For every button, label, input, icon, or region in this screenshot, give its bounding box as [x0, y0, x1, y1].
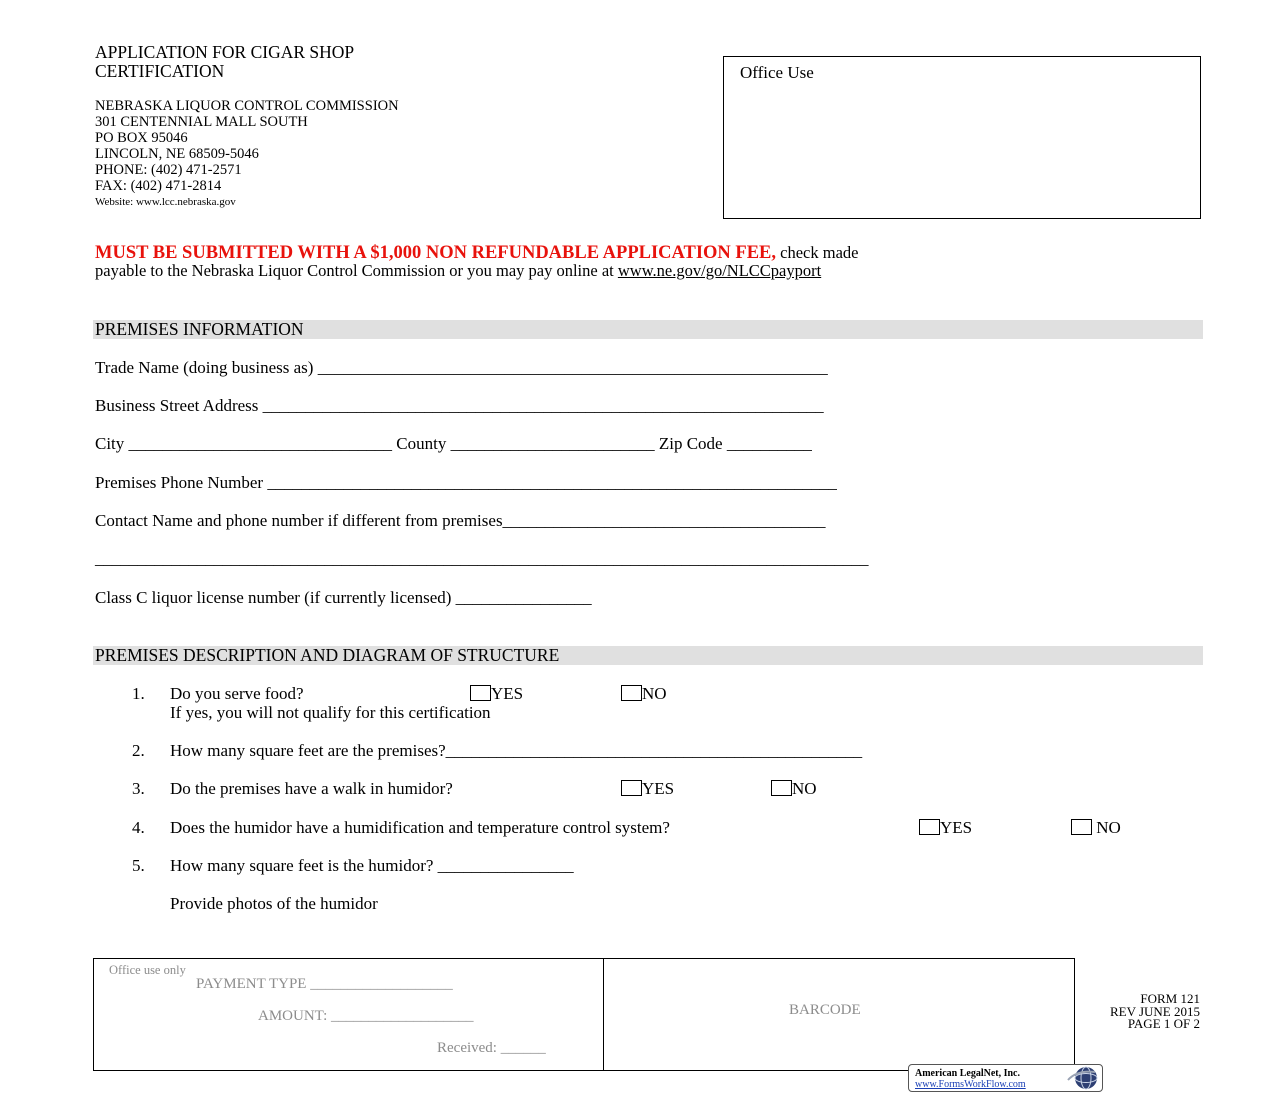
agency-phone: PHONE: (402) 471-2571: [95, 162, 242, 178]
q3-number: 3.: [132, 779, 145, 798]
footer-divider: [603, 958, 604, 1071]
city-county-zip-field[interactable]: City _______________________________ County ________________________ Zip Code __________: [95, 434, 812, 453]
agency-address: [95, 98, 399, 210]
form-title: [95, 43, 354, 81]
q5-number: 5.: [132, 856, 145, 875]
fee-notice-text2: payable to the Nebraska Liquor Control Commission or you may pay online at: [95, 261, 618, 280]
office-use-label: Office Use: [740, 63, 814, 82]
office-use-only-label: Office use only: [109, 963, 186, 977]
q3-yes-checkbox[interactable]: [621, 780, 642, 796]
fee-notice-text1: check made: [776, 243, 859, 262]
q4-yes-option[interactable]: [919, 818, 972, 838]
office-use-footer-box: [93, 958, 1075, 1071]
q3-yes-label: YES: [642, 779, 675, 798]
premises-info-heading: PREMISES INFORMATION: [93, 320, 1203, 339]
premises-phone-field[interactable]: Premises Phone Number ___________________________________________________________________: [95, 473, 837, 492]
q2-field[interactable]: How many square feet are the premises?_________________________________________________: [170, 741, 863, 760]
q1-subtext: If yes, you will not qualify for this certification: [170, 703, 491, 722]
contact-name-field[interactable]: Contact Name and phone number if different from premises______________________________________: [95, 511, 826, 530]
legalnet-badge[interactable]: [908, 1064, 1103, 1092]
agency-name: NEBRASKA LIQUOR CONTROL COMMISSION: [95, 98, 399, 114]
q4-yes-label: YES: [940, 818, 973, 837]
q4-text: Does the humidor have a humidification and temperature control system?: [170, 818, 670, 837]
page-number: PAGE 1 OF 2: [1127, 1016, 1200, 1031]
q1-no-label: NO: [642, 684, 667, 703]
photos-instruction: Provide photos of the humidor: [170, 894, 378, 913]
globe-logo-icon: [1065, 1066, 1099, 1090]
fee-notice-emphasis: MUST BE SUBMITTED WITH A $1,000 NON REFUNDABLE APPLICATION FEE,: [95, 243, 777, 263]
q5-field[interactable]: How many square feet is the humidor? ________________: [170, 856, 574, 875]
q4-no-label: NO: [1092, 818, 1121, 837]
street-address-field[interactable]: Business Street Address __________________________________________________________________: [95, 396, 824, 415]
agency-fax: FAX: (402) 471-2814: [95, 178, 222, 194]
q3-no-option[interactable]: [771, 779, 817, 799]
q1-yes-checkbox[interactable]: [470, 685, 491, 701]
trade-name-field[interactable]: Trade Name (doing business as) ____________________________________________________________: [95, 358, 828, 377]
payment-type-field[interactable]: PAYMENT TYPE ___________________: [196, 976, 453, 992]
q4-no-checkbox[interactable]: [1071, 819, 1092, 835]
office-use-box: [723, 56, 1201, 219]
q4-yes-checkbox[interactable]: [919, 819, 940, 835]
q1-yes-option[interactable]: [470, 684, 523, 704]
form-info: [1065, 993, 1200, 1031]
form-title-line1: APPLICATION FOR CIGAR SHOP: [95, 42, 355, 62]
legalnet-url[interactable]: www.FormsWorkFlow.com: [915, 1079, 1026, 1090]
agency-street: 301 CENTENNIAL MALL SOUTH: [95, 114, 308, 130]
q2-number: 2.: [132, 741, 145, 760]
premises-description-heading: PREMISES DESCRIPTION AND DIAGRAM OF STRUCTURE: [93, 646, 1203, 665]
license-number-field[interactable]: Class C liquor license number (if currently licensed) ________________: [95, 588, 592, 607]
q1-no-option[interactable]: [621, 684, 667, 704]
q1-no-checkbox[interactable]: [621, 685, 642, 701]
q3-no-checkbox[interactable]: [771, 780, 792, 796]
amount-field[interactable]: AMOUNT: ___________________: [258, 1008, 474, 1024]
agency-pobox: PO BOX 95046: [95, 130, 188, 146]
agency-website: Website: www.lcc.nebraska.gov: [95, 196, 236, 208]
form-number: FORM 121: [1140, 991, 1200, 1006]
received-field[interactable]: Received: ______: [437, 1040, 546, 1056]
form-revision: REV JUNE 2015: [1109, 1003, 1200, 1019]
q1-text: Do you serve food?: [170, 684, 304, 703]
q1-yes-label: YES: [491, 684, 524, 703]
payport-link[interactable]: www.ne.gov/go/NLCCpayport: [617, 261, 822, 280]
fee-notice: [95, 244, 1195, 280]
barcode-placeholder: BARCODE: [789, 1002, 861, 1018]
q4-no-option[interactable]: [1071, 818, 1121, 838]
legalnet-name: American LegalNet, Inc.: [915, 1068, 1020, 1079]
q3-yes-option[interactable]: [621, 779, 674, 799]
q3-text: Do the premises have a walk in humidor?: [170, 779, 453, 798]
q3-no-label: NO: [792, 779, 817, 798]
form-title-line2: CERTIFICATION: [95, 61, 225, 81]
q4-number: 4.: [132, 818, 145, 837]
contact-name-field-line2[interactable]: ___________________________________________________________________________________________: [95, 549, 869, 568]
agency-city: LINCOLN, NE 68509-5046: [95, 146, 259, 162]
q1-number: 1.: [132, 684, 145, 703]
